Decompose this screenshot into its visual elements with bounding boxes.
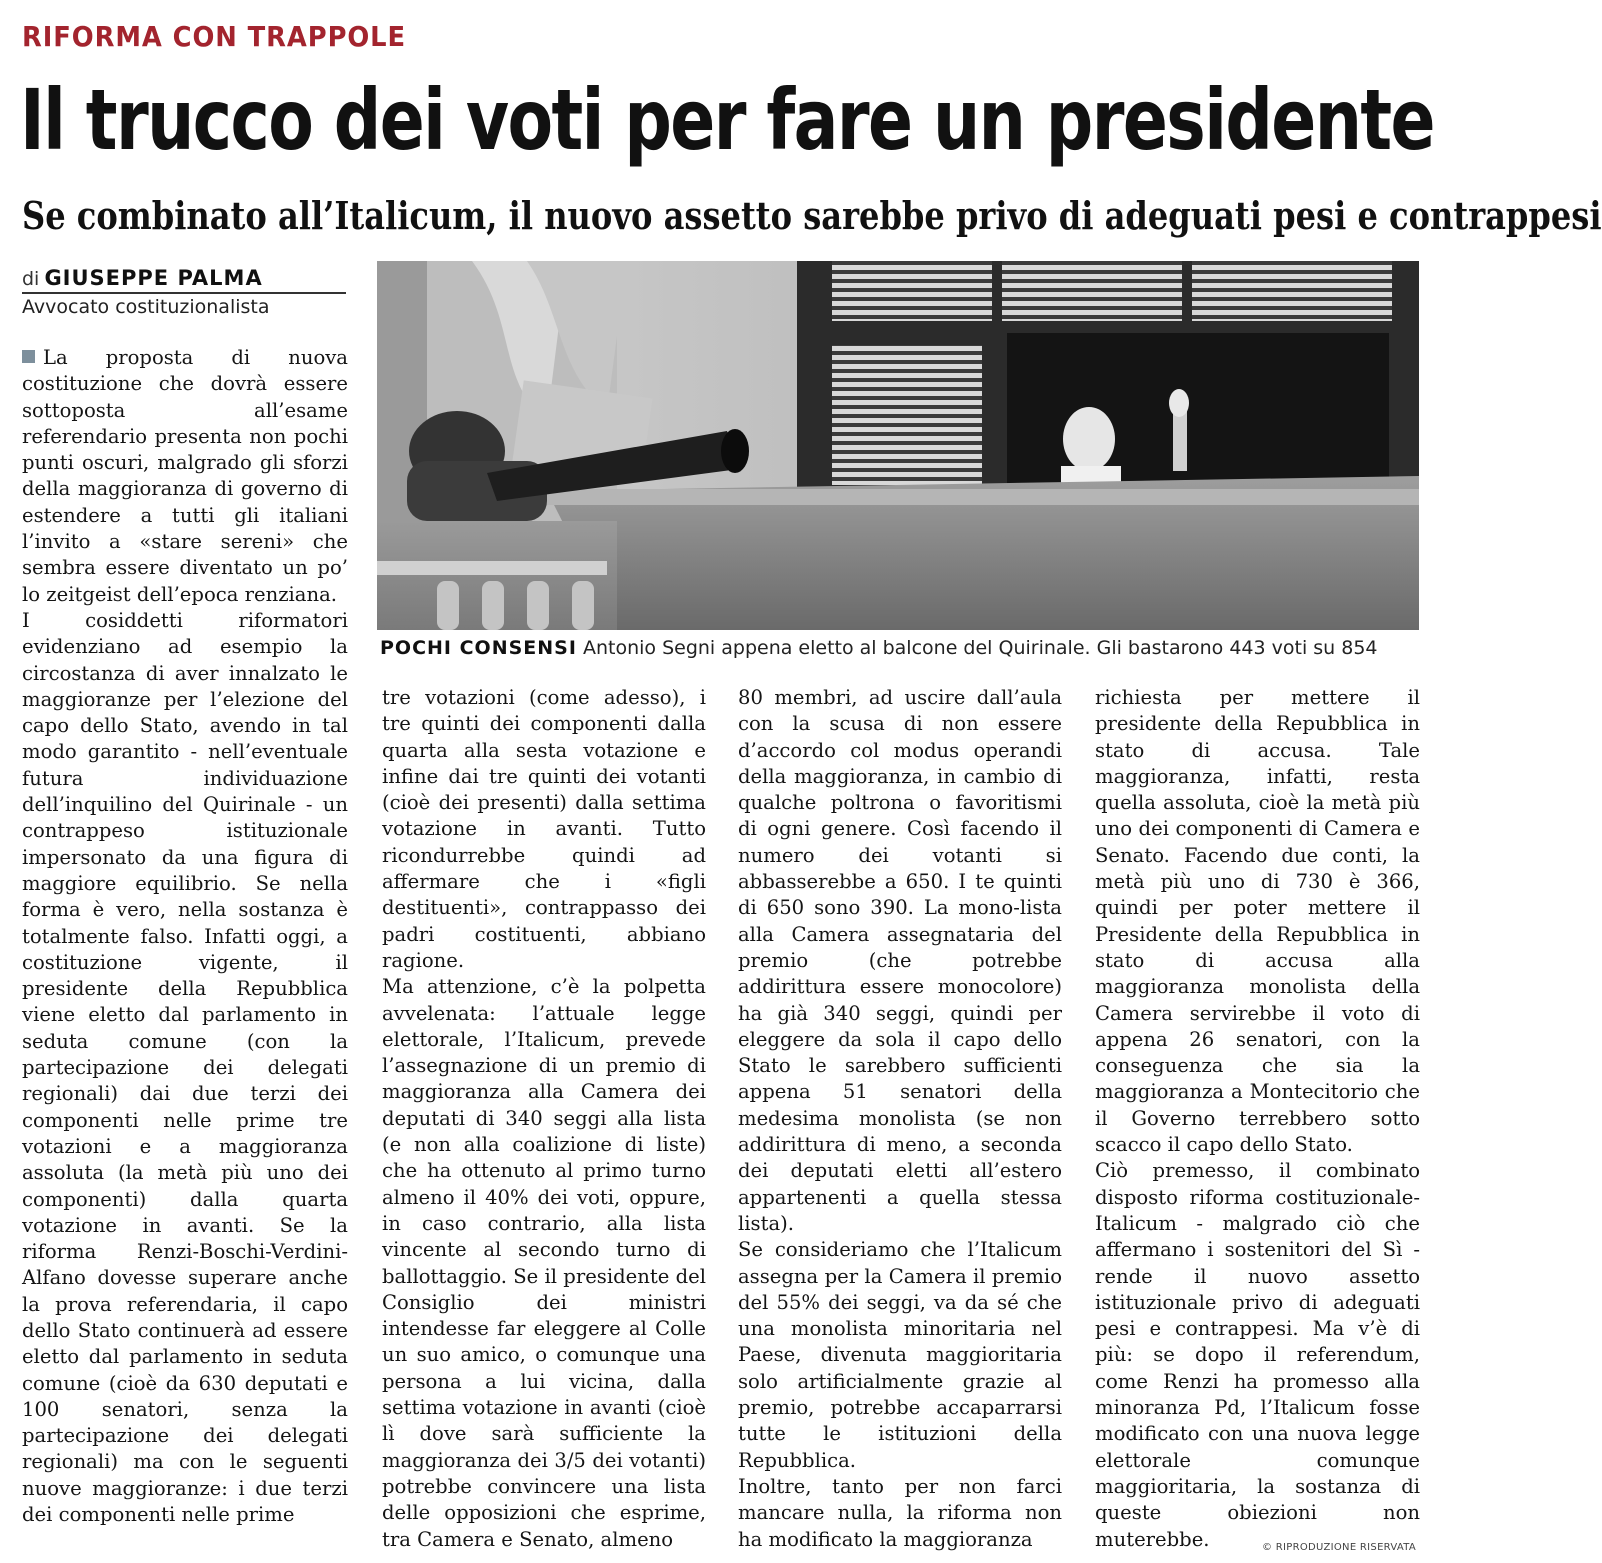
paragraph: I cosiddetti riformatori evidenziano ad esempio la circostanza di aver innalzato le maggioranze per l’elezione del capo dello Stato, avendo in tal modo garantito - nell’eventuale futura individuazione dell’inquilino del Quirinale - un contrappeso istituzionale impersonato da una figura di maggiore equilibrio. Se nella forma è vero, nella sostanza è totalmente falso. Infatti oggi, a costituzione vigente, il presidente della Repubblica viene eletto dal parlamento in seduta comune (con la partecipazione dei delegati regionali) dai due terzi dei componenti nelle prime tre votazioni e a maggioranza assoluta (la metà più uno dei componenti) dalla quarta votazione in avanti. Se la riforma Renzi-Boschi-Verdini-Alfano dovesse superare anche la prova referendaria, il capo dello Stato continuerà ad essere eletto dal parlamento in seduta comune (cioè da 630 deputati e 100 senatori, senza la partecipazione dei delegati regionali) ma con le seguenti nuove maggioranze: i due terzi dei componenti nelle prime xyxy=(22,608,348,1527)
article-headline: Il trucco dei voti per fare un presidente xyxy=(20,71,1434,169)
paragraph: Inoltre, tanto per non farci mancare nulla, la riforma non ha modificato la maggioranza xyxy=(738,1474,1062,1551)
byline xyxy=(22,266,346,294)
photo-caption xyxy=(380,637,1420,659)
paragraph: tre votazioni (come adesso), i tre quinti dei componenti dalla quarta alla sesta votazione e infine dai tre quinti dei votanti (cioè dei presenti) dalla settima votazione in avanti. Tutto ricondurrebbe quindi ad affermare che i «figli destituenti», contrappasso dei padri costituenti, abbiano ragione. xyxy=(382,686,706,972)
article-kicker: RIFORMA CON TRAPPOLE xyxy=(22,20,407,53)
paragraph: Se consideriamo che l’Italicum assegna per la Camera il premio del 55% dei seggi, va da sé che una monolista minoritaria nel Paese, divenuta maggioritaria solo artificialmente grazie al premio, potrebbe accaparrarsi tutte le istituzioni della Repubblica. xyxy=(738,1238,1062,1472)
paragraph: 80 membri, ad uscire dall’aula con la scusa di non essere d’accordo col modus operandi della maggioranza, in cambio di qualche poltrona o favoritismi di ogni genere. Così facendo il numero dei votanti si abbasserebbe a 650. I te quinti di 650 sono 390. La mono-lista alla Camera assegnataria del premio (che potrebbe addirittura essere monocolore) ha già 340 seggi, quindi per eleggere da sola il capo dello Stato le sarebbero sufficienti appena 51 senatori della medesima monolista (se non addirittura di meno, a seconda dei deputati eletti all’estero appartenenti a quella stessa lista). xyxy=(738,686,1062,1235)
caption-label: POCHI CONSENSI xyxy=(380,637,577,659)
article-photo xyxy=(377,261,1419,630)
article-column-4 xyxy=(1095,685,1420,1553)
paragraph: Ciò premesso, il combinato disposto riforma costituzionale-Italicum - malgrado ciò che affermano i sostenitori del Sì - rende il nuovo assetto istituzionale privo di adeguati pesi e contrappesi. Ma v’è di più: se dopo il referendum, come Renzi ha promesso alla minoranza Pd, l’Italicum fosse modificato con una nuova legge elettorale comunque maggioritaria, la sostanza di queste obiezioni non muterebbe. xyxy=(1095,1159,1420,1551)
paragraph-text: La proposta di nuova costituzione che dovrà essere sottoposta all’esame referendario presenta non pochi punti oscuri, malgrado gli sforzi della maggioranza di governo di estendere a tutti gli italiani l’invito a «stare sereni» che sembra essere diventato un po’ lo zeitgeist dell’epoca renziana. xyxy=(22,346,348,606)
article-column-3 xyxy=(738,685,1062,1553)
caption-text: Antonio Segni appena eletto al balcone del Quirinale. Gli bastarono 443 voti su 854 xyxy=(582,637,1378,659)
article-subheadline: Se combinato all’Italicum, il nuovo assetto sarebbe privo di adeguati pesi e contrappesi xyxy=(22,193,1602,238)
paragraph: richiesta per mettere il presidente della Repubblica in stato di accusa. Tale maggioranza, infatti, resta quella assoluta, cioè la metà più uno dei componenti di Camera e Senato. Facendo due conti, la metà più uno di 730 è 366, quindi per poter mettere il Presidente della Repubblica in stato di accusa alla maggioranza monolista della Camera servirebbe il voto di appena 26 senatori, con la conseguenza che sia la maggioranza a Montecitorio che il Governo terrebbero sotto scacco il capo dello Stato. xyxy=(1095,686,1420,1157)
paragraph: Ma attenzione, c’è la polpetta avvelenata: l’attuale legge elettorale, l’Italicum, prevede l’assegnazione di un premio di maggioranza alla Camera dei deputati di 340 seggi alla lista (e non alla coalizione di liste) che ha ottenuto al primo turno almeno il 40% dei voti, oppure, in caso contrario, alla lista vincente al secondo turno di ballottaggio. Se il presidente del Consiglio dei ministri intendesse far eleggere al Colle un suo amico, o comunque una persona a lui vicina, dalla settima votazione in avanti (cioè lì dove sarà sufficiente la maggioranza dei 3/5 dei votanti) potrebbe convincere una lista delle opposizioni che esprime, tra Camera e Senato, almeno xyxy=(382,975,706,1551)
author-role: Avvocato costituzionalista xyxy=(22,296,270,318)
byline-prefix: di xyxy=(22,268,40,290)
article-column-1 xyxy=(22,345,348,1528)
square-bullet-icon xyxy=(22,350,35,363)
paragraph xyxy=(22,345,348,608)
copyright-notice: © RIPRODUZIONE RISERVATA xyxy=(1262,1542,1417,1553)
author-name: GIUSEPPE PALMA xyxy=(44,266,263,290)
article-column-2 xyxy=(382,685,706,1553)
balcony-photo-illustration xyxy=(377,261,1419,630)
